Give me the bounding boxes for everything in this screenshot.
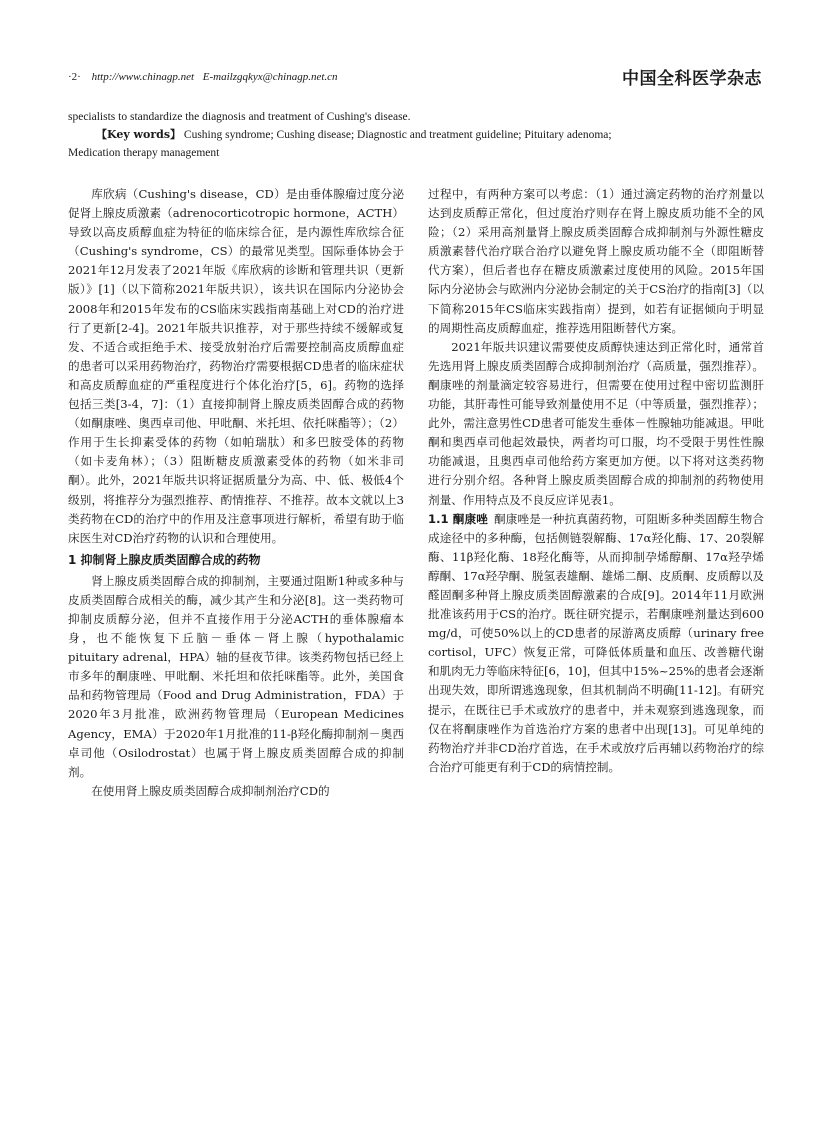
left-column bbox=[68, 185, 404, 801]
continued-paragraph: 过程中，有两种方案可以考虑：（1）通过滴定药物的治疗剂量以达到皮质醇正常化，但过度治疗则存在肾上腺皮质功能不全的风险；（2）采用高剂量肾上腺皮质类固醇合成抑制剂与外源性糖皮质激素替代治疗联合治疗以避免肾上腺皮质功能不全（即阻断替代方案），但后者也存在糖皮质激素过度使用的风险。2015年国际内分泌协会与欧洲内分泌协会制定的关于CS治疗的指南[3]（以下简称2015年CS临床实践指南）提到，如若有证据倾向于明显的周期性高皮质醇血症，推荐选用阻断替代方案。 bbox=[428, 187, 764, 335]
abstract-last-line: specialists to standardize the diagnosis and treatment of Cushing's disease. bbox=[68, 111, 411, 123]
intro-paragraph: 库欣病（Cushing's disease，CD）是由垂体腺瘤过度分泌促肾上腺皮质激素（adrenocorticotropic hormone，ACTH）导致以高皮质醇血症为特征的临床综合征，是内源性库欣综合征（Cushing's syndrome，CS）的最常见类型。国际垂体协会于2021年12月发表了2021年版《库欣病的诊断和管理共识（更新版）》[1]（以下简称2021年版共识），该共识在国际内分泌协会2008年和2015年发布的CS临床实践指南基础上对CD的治疗进行了更新[2-4]。2021年版共识推荐，对于那些持续不缓解或复发、不适合或拒绝手术、接受放射治疗后需要控制高皮质醇血症的患者可以采用药物治疗，药物治疗需要根据CD患者的临床症状和高皮质醇血症的严重程度进行个体化治疗[5，6]。药物的选择包括三类[3-4，7]：（1）直接抑制肾上腺皮质类固醇合成的药物（如酮康唑、奥西卓司他、甲吡酮、米托坦、依托咪酯等）；（2）作用于生长抑素受体的药物（如帕瑞肽）和多巴胺受体的药物（如卡麦角林）；（3）阻断糖皮质激素受体的药物（如米非司酮）。此外，2021年版共识将证据质量分为高、中、低、极低4个级别，将推荐分为强烈推荐、酌情推荐、不推荐。故本文就以上3类药物在CD的治疗中的作用及注意事项进行解析，希望有助于临床医生对CD治疗药物的认识和合理使用。 bbox=[68, 187, 404, 545]
section-1-1-heading: 1.1 酮康唑 bbox=[428, 511, 488, 526]
abstract-tail bbox=[68, 108, 762, 162]
keywords-text-cont: Medication therapy management bbox=[68, 147, 220, 159]
keywords-row bbox=[68, 126, 762, 144]
section-1-paragraph-2: 在使用肾上腺皮质类固醇合成抑制剂治疗CD的 bbox=[91, 783, 330, 798]
page-number: ·2· bbox=[68, 71, 81, 83]
header-meta bbox=[68, 71, 338, 83]
journal-name: 中国全科医学杂志 bbox=[622, 69, 762, 89]
consensus-paragraph: 2021年版共识建议需要使皮质醇快速达到正常化时，通常首先选用肾上腺皮质类固醇合成抑制剂治疗（高质量，强烈推荐）。酮康唑的剂量滴定较容易进行，但需要在使用过程中密切监测肝功能，其肝毒性可能导致剂量使用不足（中等质量，强烈推荐）；此外，需注意男性CD患者可能发生垂体－性腺轴功能减退。甲吡酮和奥西卓司他起效最快，两者均可口服，均不受限于男性性腺功能减退，且奥西卓司他给药方案更加方便。以下将对这类药物进行分别介绍。各种肾上腺皮质类固醇合成的抑制剂的药物使用剂量、作用特点及不良反应详见表1。 bbox=[428, 339, 764, 507]
section-1-heading: 1 抑制肾上腺皮质类固醇合成的药物 bbox=[68, 552, 261, 567]
section-1-paragraph-1: 肾上腺皮质类固醇合成的抑制剂，主要通过阻断1种或多种与皮质类固醇合成相关的酶，减少其产生和分泌[8]。这一类药物可抑制皮质醇分泌，但并不直接作用于分泌ACTH的垂体腺瘤本身，也不能恢复下丘脑－垂体－肾上腺（hypothalamic pituitary adrenal，HPA）轴的昼夜节律。该类药物包括已经上市多年的酮康唑、甲吡酮、米托坦和依托咪酯等。此外，美国食品和药物管理局（Food and Drug Administration，FDA）于2020年3月批准，欧洲药物管理局（European Medicines Agency，EMA）于2020年1月批准的11-β羟化酶抑制剂－奥西卓司他（Osilodrostat）也属于肾上腺皮质类固醇合成的抑制剂。 bbox=[68, 573, 404, 779]
journal-email[interactable]: E-mailzgqkyx@chinagp.net.cn bbox=[202, 71, 338, 83]
section-1-1-text: 酮康唑是一种抗真菌药物，可阻断多种类固醇生物合成途径中的多种酶，包括侧链裂解酶、17α羟化酶、17、20裂解酶、11β羟化酶、18羟化酶等，从而抑制孕烯醇酮、17α羟孕烯醇酮、17α羟孕酮、脱氢表雄酮、雄烯二酮、皮质酮、皮质醇以及醛固酮多种肾上腺皮质类固醇激素的合成[9]。2014年11月欧洲批准该药用于CS的治疗。既往研究提示，若酮康唑剂量达到600 mg/d，可使50%以上的CD患者的尿游离皮质醇（urinary free cortisol，UFC）恢复正常，可降低体质量和血压、改善糖代谢和肌肉无力等临床特征[6，10]，但其中15%~25%的患者会逐渐出现失效，即所谓逃逸现象，但其机制尚不明确[11-12]。有研究提示，在既往已手术或放疗的患者中，并未观察到逃逸现象，而仅在将酮康唑作为首选治疗方案的患者中出现[13]。可见单纯的药物治疗并非CD治疗首选，在手术或放疗后再辅以药物治疗的综合治疗可能更有利于CD的病情控制。 bbox=[428, 511, 764, 774]
journal-url[interactable]: http://www.chinagp.net bbox=[91, 71, 195, 83]
keywords-text: Cushing syndrome; Cushing disease; Diagnostic and treatment guideline; Pituitary adenoma; bbox=[183, 129, 612, 141]
page-header bbox=[68, 64, 762, 92]
keywords-label: 【Key words】 bbox=[96, 128, 182, 141]
right-column bbox=[428, 185, 764, 777]
